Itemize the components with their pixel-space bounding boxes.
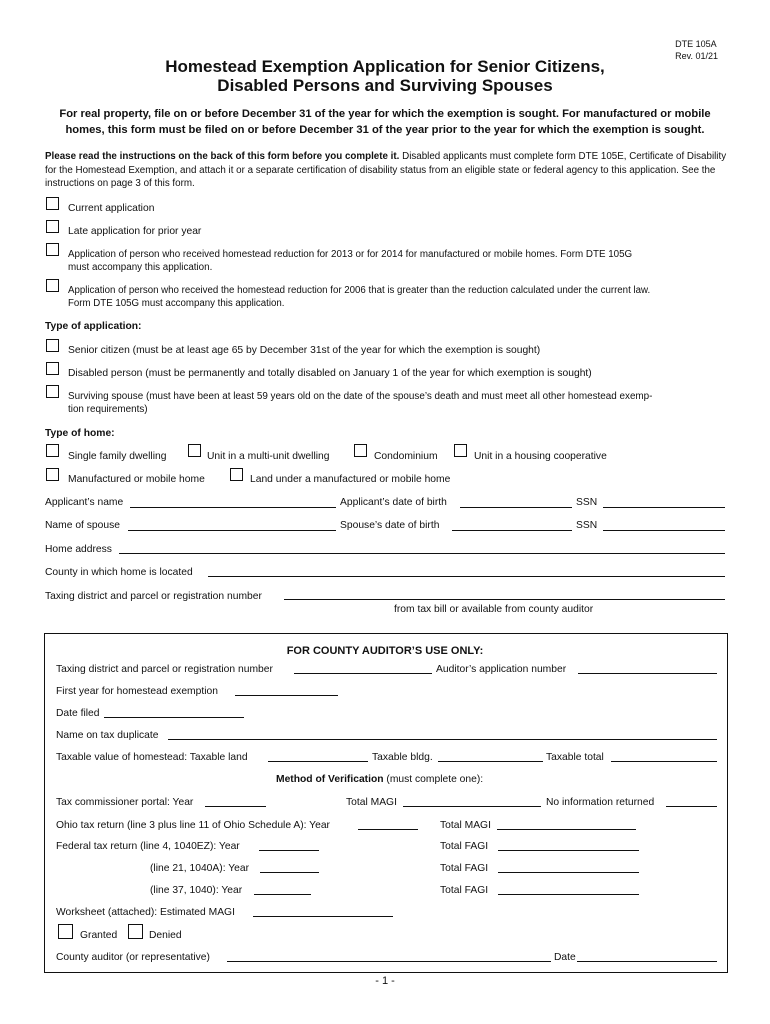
manufactured-home-label: Manufactured or mobile home bbox=[68, 474, 205, 485]
home-address-label: Home address bbox=[45, 544, 112, 555]
single-family-label: Single family dwelling bbox=[68, 451, 167, 462]
page-number: - 1 - bbox=[375, 975, 395, 987]
date-filed-label: Date filed bbox=[56, 708, 100, 719]
subtitle-line-1: For real property, file on or before December 31 of the year for which the exemption is sought. For manufactured or mobile bbox=[59, 108, 711, 120]
form-id: DTE 105A bbox=[675, 39, 717, 49]
first-year-label: First year for homestead exemption bbox=[56, 686, 218, 697]
portal-year-field[interactable] bbox=[205, 806, 266, 807]
worksheet-label: Worksheet (attached): Estimated MAGI bbox=[56, 907, 235, 918]
applicant-name-field[interactable] bbox=[130, 507, 336, 508]
line21-year-field[interactable] bbox=[260, 872, 319, 873]
spouse-dob-field[interactable] bbox=[452, 530, 572, 531]
reduction-2013-line-1: Application of person who received homestead reduction for 2013 or for 2014 for manufactured or mobile homes. Form DTE 105G bbox=[68, 249, 633, 260]
spouse-name-field[interactable] bbox=[128, 530, 336, 531]
reduction-2006-label bbox=[68, 285, 650, 310]
senior-citizen-checkbox[interactable] bbox=[46, 339, 59, 352]
title-line-1: Homestead Exemption Application for Senior Citizens, bbox=[165, 57, 605, 76]
surviving-spouse-line-2: tion requirements) bbox=[68, 403, 148, 415]
federal-year-field[interactable] bbox=[259, 850, 319, 851]
denied-checkbox[interactable] bbox=[128, 924, 143, 939]
applicant-dob-label: Applicant’s date of birth bbox=[340, 497, 447, 508]
auditor-heading: FOR COUNTY AUDITOR’S USE ONLY: bbox=[286, 645, 484, 657]
ohio-magi-label: Total MAGI bbox=[440, 820, 491, 831]
line37-label: (line 37, 1040): Year bbox=[150, 885, 243, 896]
line37-year-field[interactable] bbox=[254, 894, 311, 895]
first-year-field[interactable] bbox=[235, 695, 338, 696]
multi-unit-checkbox[interactable] bbox=[188, 444, 201, 457]
granted-checkbox[interactable] bbox=[58, 924, 73, 939]
taxable-bldg-label: Taxable bldg. bbox=[372, 752, 433, 763]
line21-fagi-field[interactable] bbox=[498, 872, 639, 873]
spouse-ssn-label: SSN bbox=[576, 520, 598, 531]
reduction-2006-line-1: Application of person who received the homestead reduction for 2006 that is greater than the reduction calculated under the current law. bbox=[68, 285, 651, 296]
single-family-checkbox[interactable] bbox=[46, 444, 59, 457]
current-application-label: Current application bbox=[68, 203, 155, 214]
applicant-name-label: Applicant’s name bbox=[45, 497, 124, 508]
verification-heading-bold: Method of Verification bbox=[276, 774, 384, 785]
reduction-2013-label bbox=[68, 249, 632, 274]
ohio-return-year-field[interactable] bbox=[358, 829, 418, 830]
land-under-home-checkbox[interactable] bbox=[230, 468, 243, 481]
auditor-signature-field[interactable] bbox=[227, 961, 551, 962]
multi-unit-label: Unit in a multi-unit dwelling bbox=[207, 451, 330, 462]
condominium-label: Condominium bbox=[374, 451, 438, 462]
form-revision: Rev. 01/21 bbox=[675, 51, 718, 61]
housing-cooperative-label: Unit in a housing cooperative bbox=[474, 451, 607, 462]
reduction-2006-line-2: Form DTE 105G must accompany this application. bbox=[68, 297, 285, 309]
surviving-spouse-line-1: Surviving spouse (must have been at least 59 years old on the date of the spouse’s death and must meet all other homestead exemp- bbox=[68, 391, 653, 402]
reduction-2006-checkbox[interactable] bbox=[46, 279, 59, 292]
filing-deadline-note bbox=[40, 106, 730, 138]
taxing-district-label: Taxing district and parcel or registration number bbox=[45, 591, 262, 602]
type-of-home-heading: Type of home: bbox=[45, 428, 115, 439]
taxable-bldg-field[interactable] bbox=[438, 761, 543, 762]
auditor-date-field[interactable] bbox=[577, 961, 717, 962]
spouse-ssn-field[interactable] bbox=[603, 530, 725, 531]
ohio-magi-field[interactable] bbox=[497, 829, 636, 830]
auditor-taxing-district-label: Taxing district and parcel or registration number bbox=[56, 664, 273, 675]
surviving-spouse-checkbox[interactable] bbox=[46, 385, 59, 398]
no-info-field[interactable] bbox=[666, 806, 717, 807]
subtitle-line-2: homes, this form must be filed on or before December 31 of the year prior to the year for which the exemption is sought. bbox=[65, 124, 705, 136]
type-of-application-heading: Type of application: bbox=[45, 321, 142, 332]
applicant-ssn-field[interactable] bbox=[603, 507, 725, 508]
federal-fagi-label: Total FAGI bbox=[440, 841, 489, 852]
manufactured-home-checkbox[interactable] bbox=[46, 468, 59, 481]
taxing-district-note: from tax bill or available from county auditor bbox=[394, 604, 594, 615]
housing-cooperative-checkbox[interactable] bbox=[454, 444, 467, 457]
name-duplicate-field[interactable] bbox=[168, 739, 717, 740]
federal-fagi-field[interactable] bbox=[498, 850, 639, 851]
disabled-person-label: Disabled person (must be permanently and totally disabled on January 1 of the year for which exemption is sought) bbox=[68, 368, 592, 379]
verification-heading bbox=[276, 774, 483, 787]
page-title bbox=[0, 57, 770, 95]
instructions-text: Disabled applicants must complete form DTE 105E, Certificate of Disability for the Homestead Exemption, and attach it or a separate certification of disability status from an eligible state or federal agency to this application. See the instructions on page 3 of this form. bbox=[45, 151, 727, 189]
portal-magi-field[interactable] bbox=[403, 806, 541, 807]
no-info-label: No information returned bbox=[546, 797, 655, 808]
portal-magi-label: Total MAGI bbox=[346, 797, 397, 808]
line37-fagi-field[interactable] bbox=[498, 894, 639, 895]
taxable-land-field[interactable] bbox=[268, 761, 368, 762]
granted-label: Granted bbox=[80, 930, 118, 941]
senior-citizen-label: Senior citizen (must be at least age 65 by December 31st of the year for which the exemption is sought) bbox=[68, 345, 541, 356]
county-field[interactable] bbox=[208, 576, 725, 577]
instructions-paragraph bbox=[45, 150, 730, 191]
taxable-total-field[interactable] bbox=[611, 761, 717, 762]
name-duplicate-label: Name on tax duplicate bbox=[56, 730, 159, 741]
federal-return-label: Federal tax return (line 4, 1040EZ): Year bbox=[56, 841, 240, 852]
reduction-2013-checkbox[interactable] bbox=[46, 243, 59, 256]
applicant-ssn-label: SSN bbox=[576, 497, 598, 508]
surviving-spouse-label bbox=[68, 391, 652, 416]
applicant-dob-field[interactable] bbox=[460, 507, 572, 508]
auditor-taxing-district-field[interactable] bbox=[294, 673, 432, 674]
reduction-2013-line-2: must accompany this application. bbox=[68, 261, 213, 273]
condominium-checkbox[interactable] bbox=[354, 444, 367, 457]
worksheet-magi-field[interactable] bbox=[253, 916, 393, 917]
verification-heading-rest: (must complete one): bbox=[383, 774, 484, 785]
denied-label: Denied bbox=[149, 930, 182, 941]
taxable-land-label: Taxable value of homestead: Taxable land bbox=[56, 752, 248, 763]
line21-fagi-label: Total FAGI bbox=[440, 863, 489, 874]
home-address-field[interactable] bbox=[119, 553, 725, 554]
disabled-person-checkbox[interactable] bbox=[46, 362, 59, 375]
title-line-2: Disabled Persons and Surviving Spouses bbox=[217, 76, 553, 95]
auditor-date-label: Date bbox=[554, 952, 576, 963]
date-filed-field[interactable] bbox=[104, 717, 244, 718]
auditor-app-number-field[interactable] bbox=[578, 673, 717, 674]
line37-fagi-label: Total FAGI bbox=[440, 885, 489, 896]
taxing-district-field[interactable] bbox=[284, 599, 725, 600]
ohio-return-label: Ohio tax return (line 3 plus line 11 of Ohio Schedule A): Year bbox=[56, 820, 330, 831]
current-application-checkbox[interactable] bbox=[46, 197, 59, 210]
taxable-total-label: Taxable total bbox=[546, 752, 604, 763]
spouse-dob-label: Spouse’s date of birth bbox=[340, 520, 440, 531]
land-under-home-label: Land under a manufactured or mobile home bbox=[250, 474, 451, 485]
spouse-name-label: Name of spouse bbox=[45, 520, 120, 531]
auditor-app-number-label: Auditor’s application number bbox=[436, 664, 567, 675]
county-label: County in which home is located bbox=[45, 567, 193, 578]
line21-label: (line 21, 1040A): Year bbox=[150, 863, 250, 874]
instructions-bold: Please read the instructions on the back of this form before you complete it. bbox=[45, 151, 400, 162]
auditor-signature-label: County auditor (or representative) bbox=[56, 952, 210, 963]
portal-year-label: Tax commissioner portal: Year bbox=[56, 797, 194, 808]
late-application-label: Late application for prior year bbox=[68, 226, 202, 237]
late-application-checkbox[interactable] bbox=[46, 220, 59, 233]
